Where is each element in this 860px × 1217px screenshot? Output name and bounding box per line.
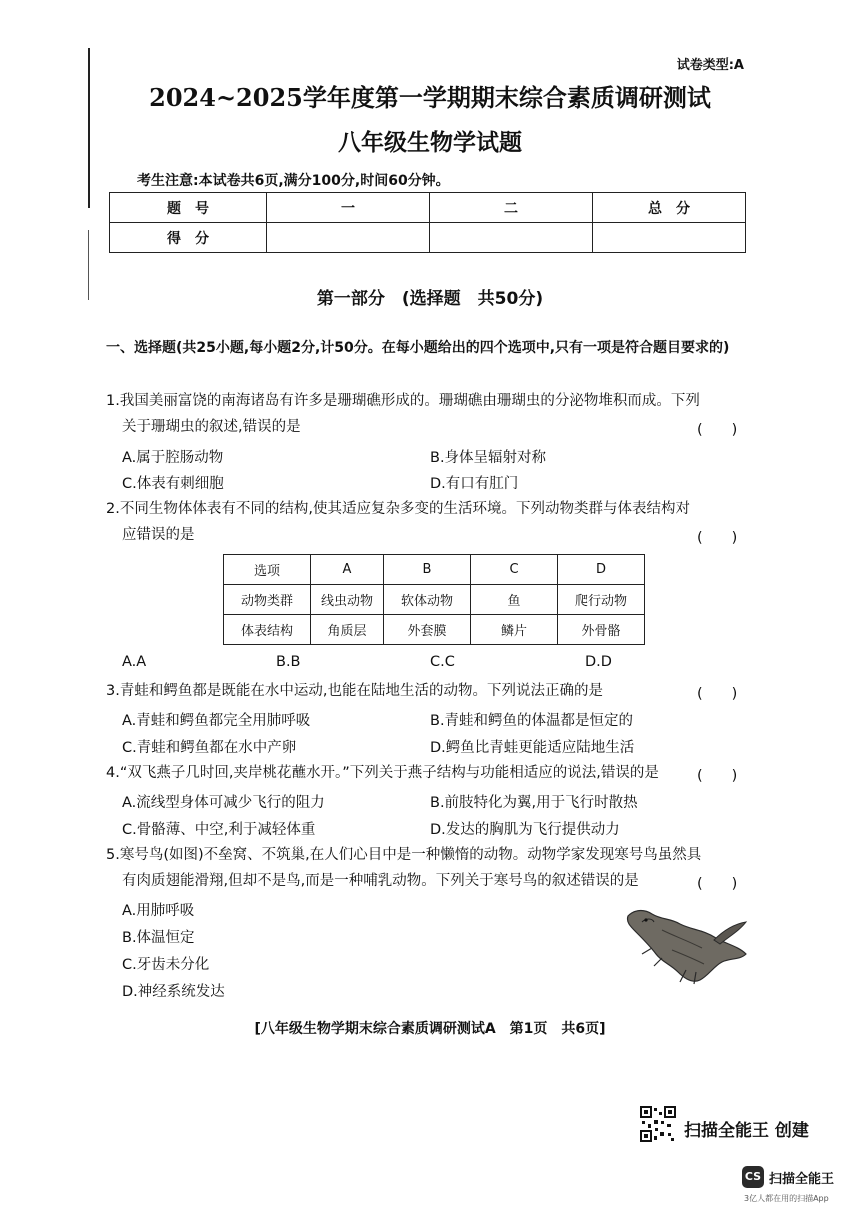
candidate-notice: 考生注意:本试卷共6页,满分100分,时间60分钟。 [137, 173, 450, 189]
q2-table-row [224, 615, 645, 645]
score-input-cell[interactable] [267, 223, 430, 253]
q5-option-a: A.用肺呼吸 [122, 903, 195, 919]
q1-option-a: A.属于腔肠动物 [122, 450, 224, 466]
flying-squirrel-image [622, 900, 750, 988]
q2-table-cell: 角质层 [311, 615, 384, 645]
q5-option-c: C.牙齿未分化 [122, 957, 210, 973]
q3-option-d: D.鳄鱼比青蛙更能适应陆地生活 [430, 740, 635, 756]
q2-stem-line2: 应错误的是 [122, 527, 195, 543]
part-heading: 第一部分 (选择题 共50分) [316, 289, 544, 309]
q2-table-cell: B [384, 555, 471, 585]
q2-table-cell: 外套膜 [384, 615, 471, 645]
exam-title: 2024~2025学年度第一学期期末综合素质调研测试 [149, 83, 711, 112]
q2-table [223, 554, 645, 645]
q2-table-cell: 鱼 [471, 585, 558, 615]
q5-option-b: B.体温恒定 [122, 930, 195, 946]
q1-answer-bracket[interactable]: ( ) [697, 422, 738, 438]
score-table-row [110, 223, 746, 253]
q1-option-c: C.体表有刺细胞 [122, 476, 224, 492]
q3-stem: 3.青蛙和鳄鱼都是既能在水中运动,也能在陆地生活的动物。下列说法正确的是 [106, 683, 603, 699]
q2-table-cell: 线虫动物 [311, 585, 384, 615]
exam-subtitle: 八年级生物学试题 [338, 129, 522, 156]
qr-code-icon [640, 1106, 676, 1142]
q4-option-c: C.骨骼薄、中空,利于减轻体重 [122, 822, 316, 838]
score-cell: 二 [430, 193, 593, 223]
q3-option-a: A.青蛙和鳄鱼都完全用肺呼吸 [122, 713, 311, 729]
q2-table-cell: 爬行动物 [558, 585, 645, 615]
q3-answer-bracket[interactable]: ( ) [697, 686, 738, 702]
q1-option-b: B.身体呈辐射对称 [430, 450, 547, 466]
q2-table-cell: 外骨骼 [558, 615, 645, 645]
q4-stem: 4.“双飞燕子几时回,夹岸桃花蘸水开。”下列关于燕子结构与功能相适应的说法,错误的是 [106, 765, 659, 781]
q4-answer-bracket[interactable]: ( ) [697, 768, 738, 784]
paper-type: 试卷类型:A [676, 58, 744, 73]
q2-table-cell: 动物类群 [224, 585, 311, 615]
q5-stem-line1: 5.寒号鸟(如图)不垒窝、不筑巢,在人们心目中是一种懒惰的动物。动物学家发现寒号鸟虽然具 [106, 847, 702, 863]
q2-option-c: C.C [430, 654, 455, 670]
q5-option-d: D.神经系统发达 [122, 984, 225, 1000]
q2-table-cell: 体表结构 [224, 615, 311, 645]
q2-table-cell: 鳞片 [471, 615, 558, 645]
q3-option-c: C.青蛙和鳄鱼都在水中产卵 [122, 740, 297, 756]
q2-table-cell: 软体动物 [384, 585, 471, 615]
q1-stem-line2: 关于珊瑚虫的叙述,错误的是 [122, 419, 301, 435]
q2-table-cell: 选项 [224, 555, 311, 585]
q4-option-a: A.流线型身体可减少飞行的阻力 [122, 795, 325, 811]
q2-table-cell: A [311, 555, 384, 585]
q1-stem-line1: 1.我国美丽富饶的南海诸岛有许多是珊瑚礁形成的。珊瑚礁由珊瑚虫的分泌物堆积而成。下列 [106, 393, 700, 409]
score-cell: 一 [267, 193, 430, 223]
q2-option-d: D.D [585, 654, 612, 670]
q2-option-a: A.A [122, 654, 147, 670]
section-instruction: 一、选择题(共25小题,每小题2分,计50分。在每小题给出的四个选项中,只有一项是符合题目要求的) [106, 340, 730, 356]
q4-option-b: B.前肢特化为翼,用于飞行时散热 [430, 795, 638, 811]
q2-option-b: B.B [276, 654, 301, 670]
q2-answer-bracket[interactable]: ( ) [697, 530, 738, 546]
q2-table-cell: C [471, 555, 558, 585]
score-table-row [110, 193, 746, 223]
score-table [109, 192, 746, 253]
score-cell: 总 分 [593, 193, 746, 223]
q2-table-cell: D [558, 555, 645, 585]
page-footer: [八年级生物学期末综合素质调研测试A 第1页 共6页] [254, 1021, 606, 1037]
camscanner-logo-icon: CS [742, 1166, 764, 1188]
q1-option-d: D.有口有肛门 [430, 476, 519, 492]
camscanner-tagline: 3亿人都在用的扫描App [744, 1194, 829, 1203]
scanner-watermark-text: 扫描全能王 创建 [684, 1121, 809, 1141]
score-cell: 题 号 [110, 193, 267, 223]
q4-option-d: D.发达的胸肌为飞行提供动力 [430, 822, 620, 838]
q5-answer-bracket[interactable]: ( ) [697, 876, 738, 892]
q2-table-row [224, 585, 645, 615]
score-input-cell[interactable] [430, 223, 593, 253]
q3-option-b: B.青蛙和鳄鱼的体温都是恒定的 [430, 713, 634, 729]
score-cell: 得 分 [110, 223, 267, 253]
q2-table-row [224, 555, 645, 585]
score-input-cell[interactable] [593, 223, 746, 253]
camscanner-name: 扫描全能王 [769, 1172, 835, 1187]
q5-stem-line2: 有肉质翅能滑翔,但却不是鸟,而是一种哺乳动物。下列关于寒号鸟的叙述错误的是 [122, 873, 639, 889]
q2-stem-line1: 2.不同生物体体表有不同的结构,使其适应复杂多变的生活环境。下列动物类群与体表结构对 [106, 501, 690, 517]
